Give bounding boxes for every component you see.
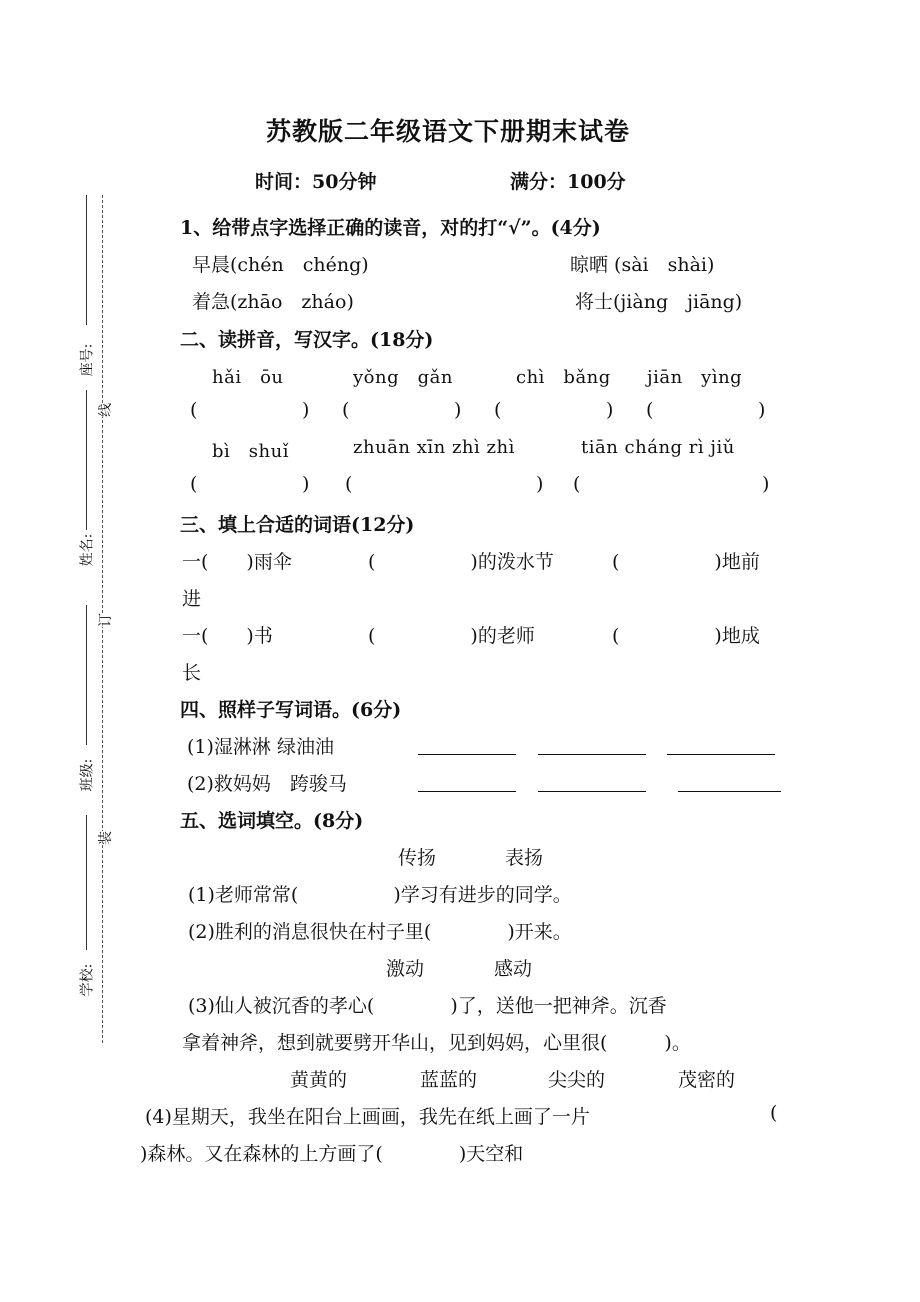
- answer-paren-close: ): [302, 473, 310, 495]
- answer-line: [418, 754, 516, 755]
- page-title: 苏教版二年级语文下册期末试卷: [266, 117, 631, 146]
- q1-item: 着急(zhāo zháo): [192, 291, 354, 313]
- q5-sentence: (1)老师常常( )学习有进步的同学。: [188, 884, 572, 906]
- class-label: 班级:: [79, 758, 96, 792]
- answer-paren-open: (: [494, 399, 502, 421]
- binding-xian: 线: [95, 403, 115, 417]
- q3-blank: 一( )书: [182, 625, 273, 647]
- q1-item: 早晨(chén chéng): [192, 254, 369, 276]
- word-choice: 尖尖的: [548, 1069, 606, 1091]
- binding-zhuang: 装: [95, 831, 115, 845]
- answer-paren-open: (: [770, 1102, 778, 1124]
- exam-score: 满分：100分: [510, 171, 626, 193]
- word-choice: 传扬: [398, 847, 437, 869]
- answer-paren-open: (: [190, 399, 198, 421]
- seat-fill-line: [86, 195, 87, 325]
- answer-line: [678, 791, 781, 792]
- school-fill-line: [86, 815, 87, 950]
- answer-paren-open: (: [345, 473, 353, 495]
- class-fill-line: [86, 605, 87, 745]
- q5-sentence: 拿着神斧，想到就要劈开华山，见到妈妈，心里很( )。: [182, 1032, 691, 1054]
- q5-sentence: (3)仙人被沉香的孝心( )了，送他一把神斧。沉香: [188, 995, 667, 1017]
- q3-blank: ( )的老师: [368, 625, 535, 647]
- q5-heading: 五、选词填空。(8分): [180, 810, 364, 832]
- name-fill-line: [86, 390, 87, 530]
- pinyin: hǎi ōu: [212, 367, 284, 388]
- answer-paren-close: ): [762, 473, 770, 495]
- answer-paren-close: ): [302, 399, 310, 421]
- answer-line: [667, 754, 775, 755]
- q3-text: 长: [182, 662, 202, 684]
- answer-paren-open: (: [342, 399, 350, 421]
- word-choice: 感动: [494, 958, 533, 980]
- exam-time: 时间：50分钟: [255, 171, 377, 193]
- q3-text: 进: [182, 588, 202, 610]
- pinyin: yǒng gǎn: [353, 367, 453, 388]
- word-choice: 激动: [386, 958, 425, 980]
- q4-heading: 四、照样子写词语。(6分): [180, 699, 402, 721]
- pinyin: bì shuǐ: [212, 441, 289, 462]
- answer-paren-close: ): [536, 473, 544, 495]
- answer-paren-close: ): [758, 399, 766, 421]
- seat-label: 座号:: [79, 343, 96, 377]
- q1-item: 晾晒 (sài shài): [570, 254, 715, 276]
- answer-line: [538, 754, 646, 755]
- binding-ding: 订: [95, 613, 115, 627]
- q4-example: (2)救妈妈 跨骏马: [187, 773, 347, 795]
- word-choice: 蓝蓝的: [420, 1069, 478, 1091]
- q3-heading: 三、填上合适的词语(12分): [180, 514, 415, 536]
- q1-item: 将士(jiàng jiāng): [575, 291, 743, 313]
- q5-sentence: (2)胜利的消息很快在村子里( )开来。: [188, 921, 572, 943]
- answer-line: [538, 791, 646, 792]
- word-choice: 表扬: [505, 847, 544, 869]
- q1-heading: 1、给带点字选择正确的读音，对的打“√”。(4分): [180, 217, 601, 239]
- school-label: 学校:: [79, 963, 96, 997]
- word-choice: 茂密的: [678, 1069, 736, 1091]
- pinyin: zhuān xīn zhì zhì: [353, 437, 515, 458]
- q5-sentence: (4)星期天，我坐在阳台上画画，我先在纸上画了一片: [145, 1106, 590, 1128]
- answer-paren-open: (: [646, 399, 654, 421]
- q3-blank: ( )的泼水节: [368, 551, 554, 573]
- pinyin: jiān yìng: [647, 367, 743, 388]
- answer-line: [418, 791, 516, 792]
- q3-blank: ( )地前: [612, 551, 760, 573]
- answer-paren-close: ): [606, 399, 614, 421]
- q4-example: (1)湿淋淋 绿油油: [187, 736, 334, 758]
- q3-blank: 一( )雨伞: [182, 551, 292, 573]
- answer-paren-close: ): [454, 399, 462, 421]
- q5-sentence: )森林。又在森林的上方画了( )天空和: [140, 1143, 524, 1165]
- q2-heading: 二、读拼音，写汉字。(18分): [180, 329, 434, 351]
- answer-paren-open: (: [190, 473, 198, 495]
- q3-blank: ( )地成: [612, 625, 760, 647]
- pinyin: chì bǎng: [516, 367, 611, 388]
- word-choice: 黄黄的: [290, 1069, 348, 1091]
- name-label: 姓名:: [79, 533, 96, 567]
- answer-paren-open: (: [573, 473, 581, 495]
- pinyin: tiān cháng rì jiǔ: [581, 437, 735, 458]
